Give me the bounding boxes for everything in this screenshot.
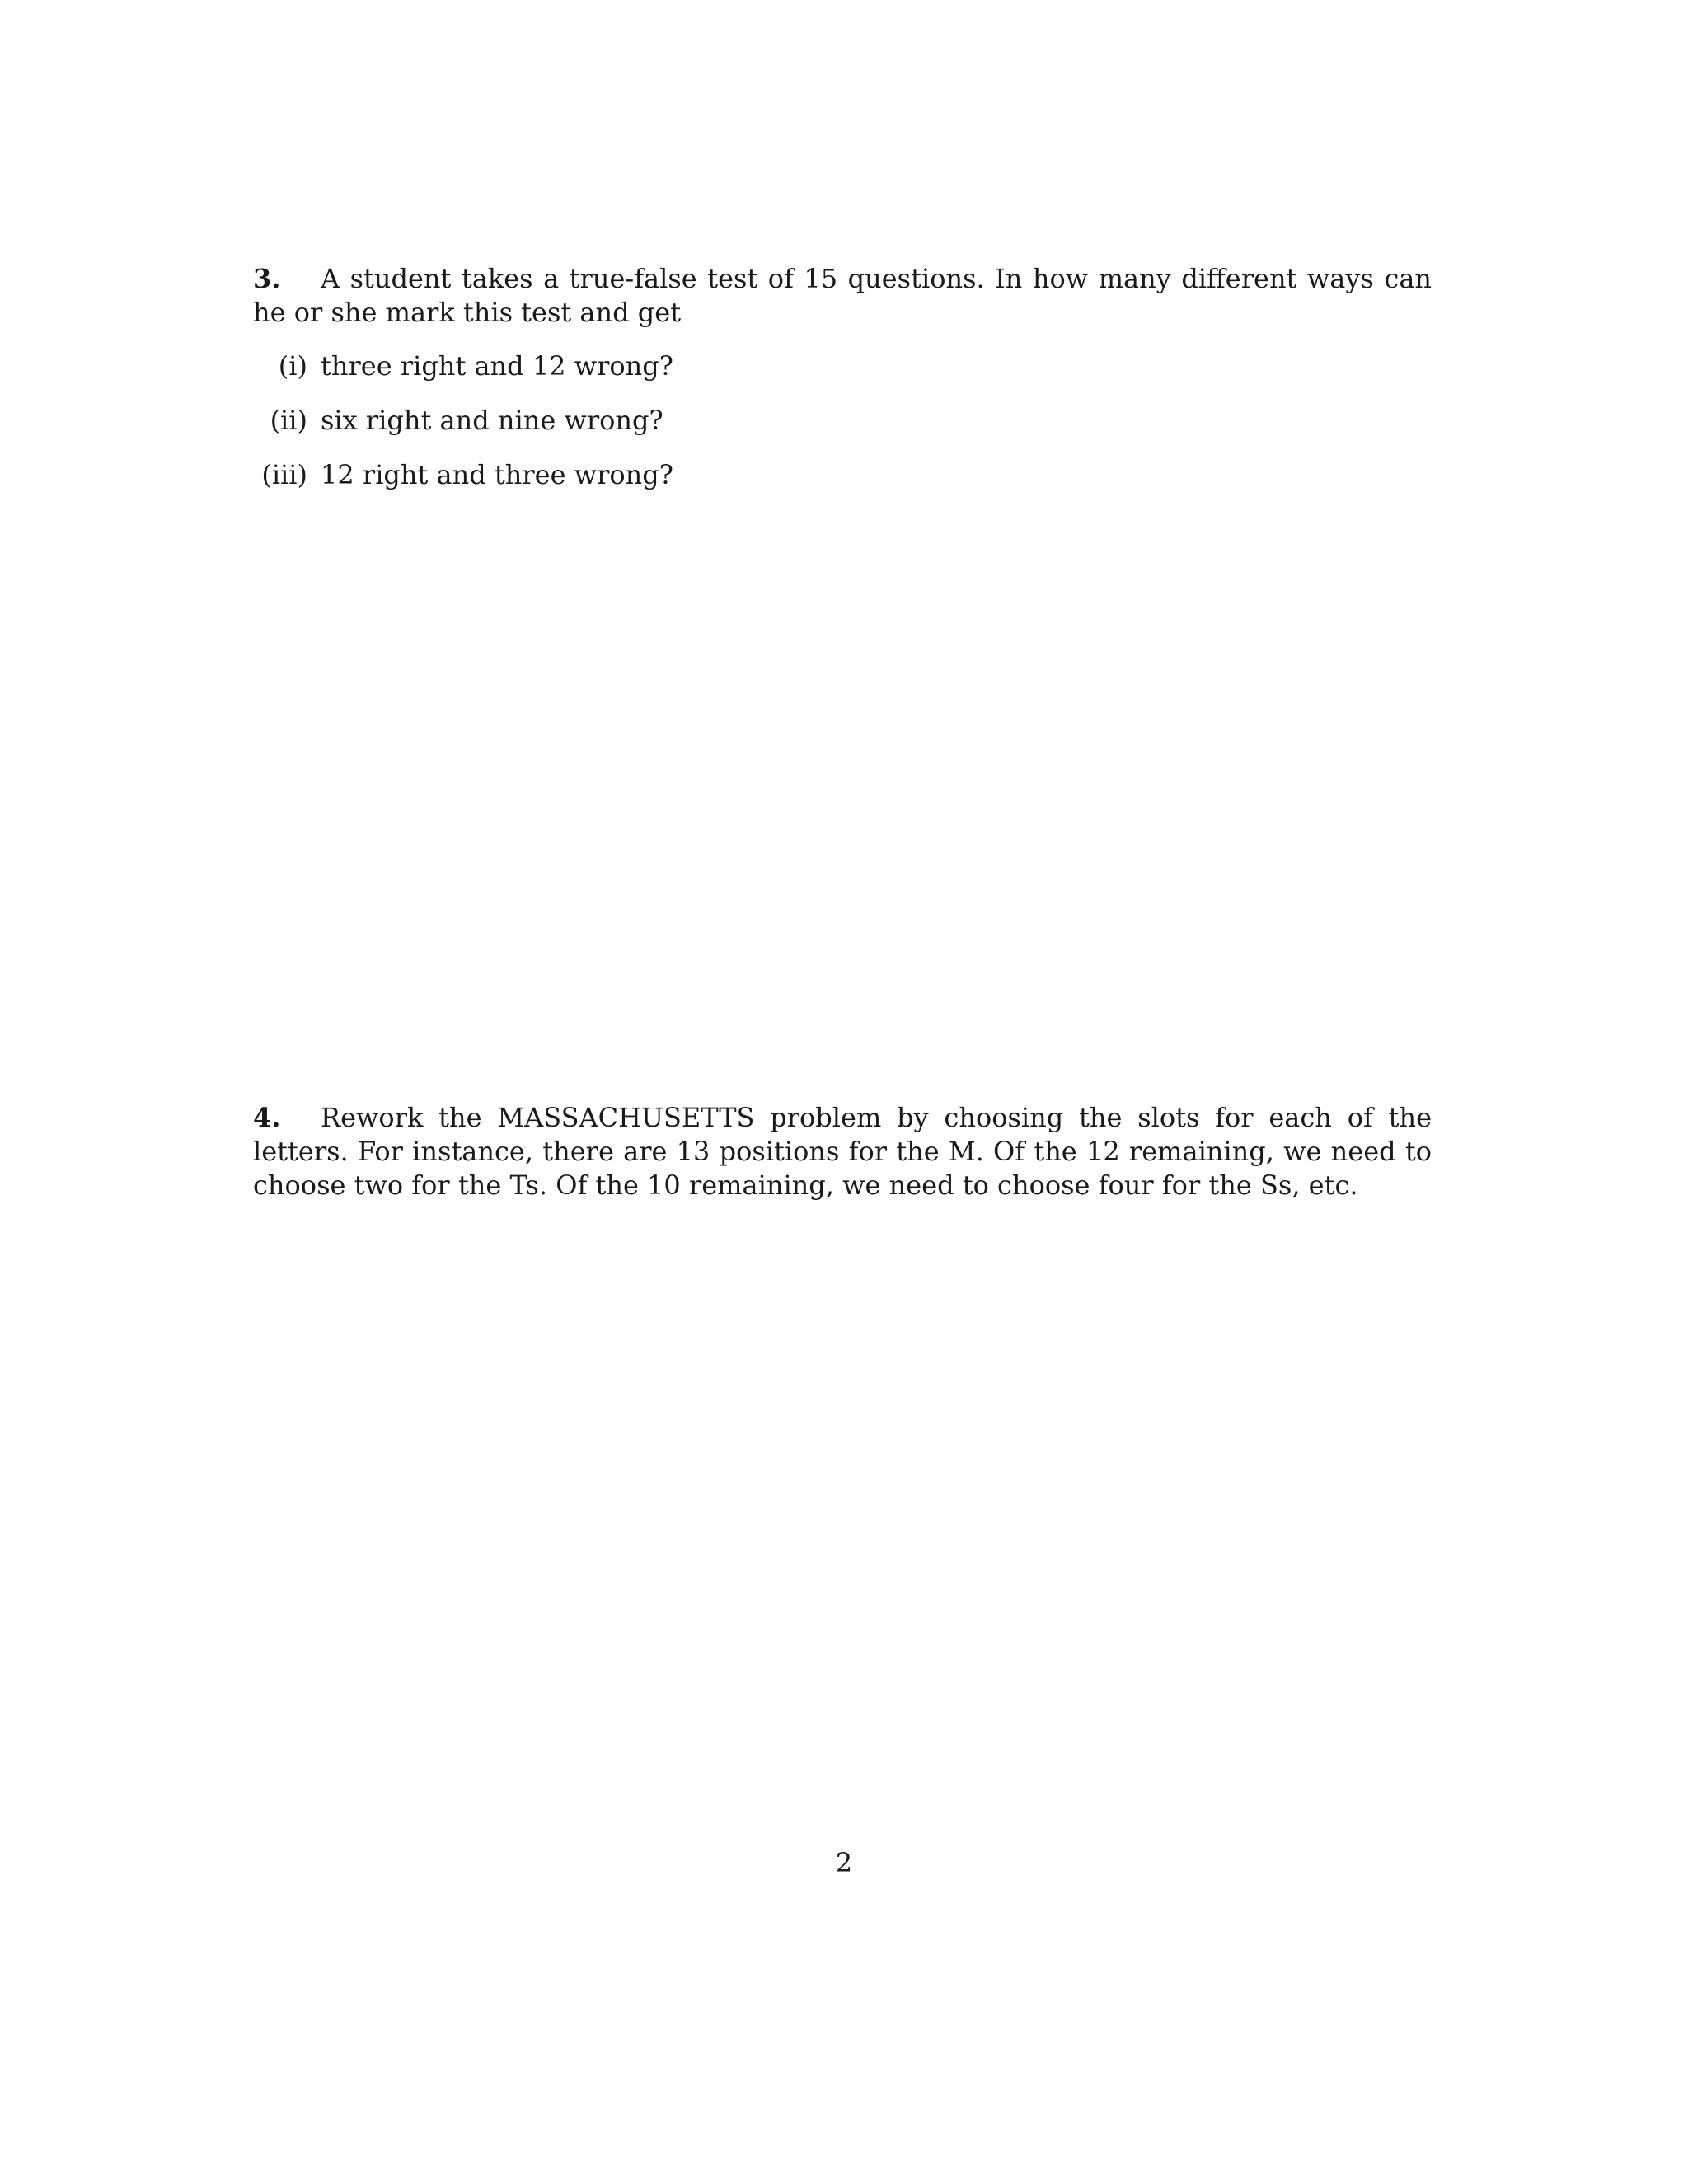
- problem-3-subitems: [253, 349, 1432, 492]
- problem-3-number: 3.: [253, 263, 281, 294]
- subitem-iii: [253, 458, 1432, 492]
- subitem-i-label: (i): [278, 350, 307, 382]
- page-number: 2: [835, 1847, 853, 1878]
- subitem-ii-label: (ii): [270, 405, 307, 436]
- problem-4-text: Rework the MASSACHUSETTS problem by choosing the slots for each of the letters. For instance, there are 13 positions for the M. Of the 12 remaining, we need to choose two for the Ts. Of the 10 remaining, we need to choose four for the Ss, etc.: [253, 1102, 1432, 1201]
- subitem-iii-text: 12 right and three wrong?: [321, 459, 673, 490]
- problem-4: [253, 1101, 1432, 1202]
- problem-3-statement: [253, 262, 1432, 330]
- subitem-i-text: three right and 12 wrong?: [321, 350, 673, 382]
- subitem-iii-label: (iii): [261, 459, 307, 490]
- problem-3-text: A student takes a true-false test of 15 questions. In how many different ways can he or she mark this test and get: [253, 263, 1432, 328]
- problem-4-statement: [253, 1101, 1432, 1202]
- subitem-ii-text: six right and nine wrong?: [321, 405, 663, 436]
- problem-3: [253, 262, 1432, 513]
- problem-4-number: 4.: [253, 1102, 281, 1133]
- subitem-i: [253, 349, 1432, 383]
- subitem-ii: [253, 404, 1432, 438]
